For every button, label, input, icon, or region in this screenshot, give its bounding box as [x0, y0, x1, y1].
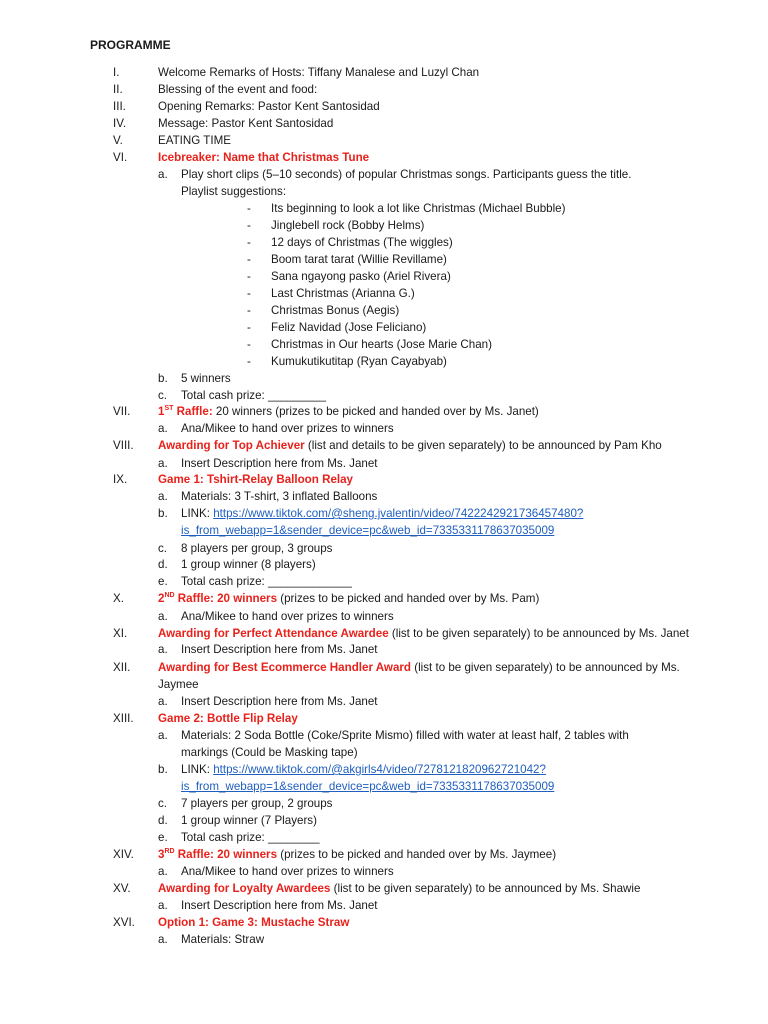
playlist-item: Christmas Bonus (Aegis) — [271, 304, 400, 317]
item-title: Awarding for Top Achiever — [158, 439, 305, 452]
item-text: 20 winners (prizes to be picked and handed over by Ms. Janet) — [212, 405, 539, 418]
sub-letter: c. — [158, 797, 168, 810]
link-line — [181, 762, 546, 777]
sub-text: 7 players per group, 2 groups — [181, 797, 333, 810]
item-number: IV. — [113, 117, 127, 130]
item-number: VIII. — [113, 439, 134, 452]
tiktok-link-continued[interactable]: is_from_webapp=1&sender_device=pc&web_id=7335331178637035009 — [181, 780, 555, 793]
item-number: XIII. — [113, 712, 134, 725]
sub-text: Insert Description here from Ms. Janet — [181, 457, 378, 470]
item-number: I. — [113, 66, 120, 79]
dash-bullet: - — [247, 253, 251, 266]
sub-letter: b. — [158, 763, 168, 776]
sub-letter: a. — [158, 899, 168, 912]
sub-letter: a. — [158, 729, 168, 742]
sub-text: Insert Description here from Ms. Janet — [181, 643, 378, 656]
sub-text: 5 winners — [181, 372, 231, 385]
item-text: (list to be given separately) to be announced by Ms. Shawie — [330, 882, 641, 895]
item-title: 2ND Raffle: 20 winners — [158, 592, 278, 605]
item-text: (prizes to be picked and handed over by Ms. Jaymee) — [277, 848, 557, 861]
item-line — [158, 591, 539, 606]
playlist-item: Boom tarat tarat (Willie Revillame) — [271, 253, 447, 266]
playlist-item: Kumukutikutitap (Ryan Cayabyab) — [271, 355, 447, 368]
item-number: V. — [113, 134, 123, 147]
sub-text: Total cash prize: ________ — [181, 831, 320, 844]
sub-letter: e. — [158, 831, 168, 844]
link-label: LINK: — [181, 507, 214, 520]
playlist-item: Feliz Navidad (Jose Feliciano) — [271, 321, 427, 334]
sub-text: Total cash prize: _________ — [181, 389, 327, 402]
item-text: (list to be given separately) to be announced by Ms. — [411, 661, 680, 674]
item-line — [158, 404, 539, 419]
playlist-item: 12 days of Christmas (The wiggles) — [271, 236, 453, 249]
sub-text: Ana/Mikee to hand over prizes to winners — [181, 610, 394, 623]
sub-letter: b. — [158, 507, 168, 520]
item-number: X. — [113, 592, 124, 605]
sub-letter: a. — [158, 695, 168, 708]
sub-letter: a. — [158, 865, 168, 878]
dash-bullet: - — [247, 321, 251, 334]
sub-letter: a. — [158, 422, 168, 435]
dash-bullet: - — [247, 355, 251, 368]
item-number: III. — [113, 100, 126, 113]
item-line — [158, 881, 640, 896]
sub-text: Play short clips (5–10 seconds) of popular Christmas songs. Participants guess the title. — [181, 168, 632, 181]
item-title: 3RD Raffle: 20 winners — [158, 848, 278, 861]
playlist-item: Sana ngayong pasko (Ariel Rivera) — [271, 270, 451, 283]
item-number: VI. — [113, 151, 128, 164]
playlist-item: Last Christmas (Arianna G.) — [271, 287, 415, 300]
item-text: Opening Remarks: Pastor Kent Santosidad — [158, 100, 380, 113]
tiktok-link[interactable]: https://www.tiktok.com/@sheng.jvalentin/video/7422242921736457480? — [213, 507, 584, 520]
item-title: Option 1: Game 3: Mustache Straw — [158, 916, 350, 929]
item-text: (list to be given separately) to be announced by Ms. Janet — [388, 627, 689, 640]
item-title: Game 1: Tshirt-Relay Balloon Relay — [158, 473, 354, 486]
item-text: Blessing of the event and food: — [158, 83, 318, 96]
sub-text: Insert Description here from Ms. Janet — [181, 899, 378, 912]
item-line — [158, 847, 556, 862]
sub-letter: c. — [158, 389, 168, 402]
sub-letter: c. — [158, 542, 168, 555]
item-text: Message: Pastor Kent Santosidad — [158, 117, 334, 130]
dash-bullet: - — [247, 270, 251, 283]
item-number: XVI. — [113, 916, 135, 929]
link-line — [181, 506, 583, 521]
item-title: Game 2: Bottle Flip Relay — [158, 712, 298, 725]
item-title: 1ST Raffle: — [158, 405, 213, 418]
tiktok-link[interactable]: https://www.tiktok.com/@akgirls4/video/7278121820962721042? — [213, 763, 546, 776]
item-title: Awarding for Loyalty Awardees — [158, 882, 331, 895]
item-line — [158, 438, 662, 453]
item-title: Awarding for Best Ecommerce Handler Award — [158, 661, 411, 674]
sub-text: Materials: Straw — [181, 933, 265, 946]
programme-heading: PROGRAMME — [90, 38, 171, 52]
sub-text: Total cash prize: _____________ — [181, 575, 352, 588]
item-text: (prizes to be picked and handed over by Ms. Pam) — [277, 592, 540, 605]
item-number: XIV. — [113, 848, 134, 861]
sub-text: 8 players per group, 3 groups — [181, 542, 333, 555]
sub-letter: a. — [158, 610, 168, 623]
item-line — [158, 626, 689, 641]
sub-letter: a. — [158, 168, 168, 181]
playlist-item: Christmas in Our hearts (Jose Marie Chan) — [271, 338, 492, 351]
dash-bullet: - — [247, 338, 251, 351]
item-number: VII. — [113, 405, 131, 418]
dash-bullet: - — [247, 236, 251, 249]
dash-bullet: - — [247, 304, 251, 317]
link-label: LINK: — [181, 763, 214, 776]
item-line — [158, 660, 680, 675]
sub-letter: e. — [158, 575, 168, 588]
item-number: XII. — [113, 661, 131, 674]
sub-letter: a. — [158, 457, 168, 470]
sub-text: Materials: 2 Soda Bottle (Coke/Sprite Mismo) filled with water at least half, 2 tables with — [181, 729, 629, 742]
item-title: Awarding for Perfect Attendance Awardee — [158, 627, 389, 640]
sub-letter: b. — [158, 372, 168, 385]
dash-bullet: - — [247, 287, 251, 300]
item-number: XI. — [113, 627, 128, 640]
sub-text: markings (Could be Masking tape) — [181, 746, 358, 759]
playlist-item: Its beginning to look a lot like Christmas (Michael Bubble) — [271, 202, 566, 215]
tiktok-link-continued[interactable]: is_from_webapp=1&sender_device=pc&web_id=7335331178637035009 — [181, 524, 555, 537]
item-number: II. — [113, 83, 123, 96]
item-text: Welcome Remarks of Hosts: Tiffany Manalese and Luzyl Chan — [158, 66, 480, 79]
sub-text: 1 group winner (7 Players) — [181, 814, 317, 827]
item-title: Icebreaker: Name that Christmas Tune — [158, 151, 370, 164]
sub-text: Ana/Mikee to hand over prizes to winners — [181, 865, 394, 878]
sub-text: Materials: 3 T-shirt, 3 inflated Balloons — [181, 490, 378, 503]
sub-text: 1 group winner (8 players) — [181, 558, 316, 571]
sub-letter: d. — [158, 814, 168, 827]
sub-letter: a. — [158, 933, 168, 946]
item-text: (list and details to be given separately) to be announced by Pam Kho — [304, 439, 662, 452]
playlist-item: Jinglebell rock (Bobby Helms) — [271, 219, 425, 232]
sub-text: Playlist suggestions: — [181, 185, 287, 198]
dash-bullet: - — [247, 219, 251, 232]
item-number: XV. — [113, 882, 131, 895]
sub-letter: a. — [158, 490, 168, 503]
item-number: IX. — [113, 473, 128, 486]
sub-text: Insert Description here from Ms. Janet — [181, 695, 378, 708]
sub-letter: a. — [158, 643, 168, 656]
dash-bullet: - — [247, 202, 251, 215]
sub-letter: d. — [158, 558, 168, 571]
item-text-continued: Jaymee — [158, 678, 199, 691]
sub-text: Ana/Mikee to hand over prizes to winners — [181, 422, 394, 435]
item-text: EATING TIME — [158, 134, 232, 147]
